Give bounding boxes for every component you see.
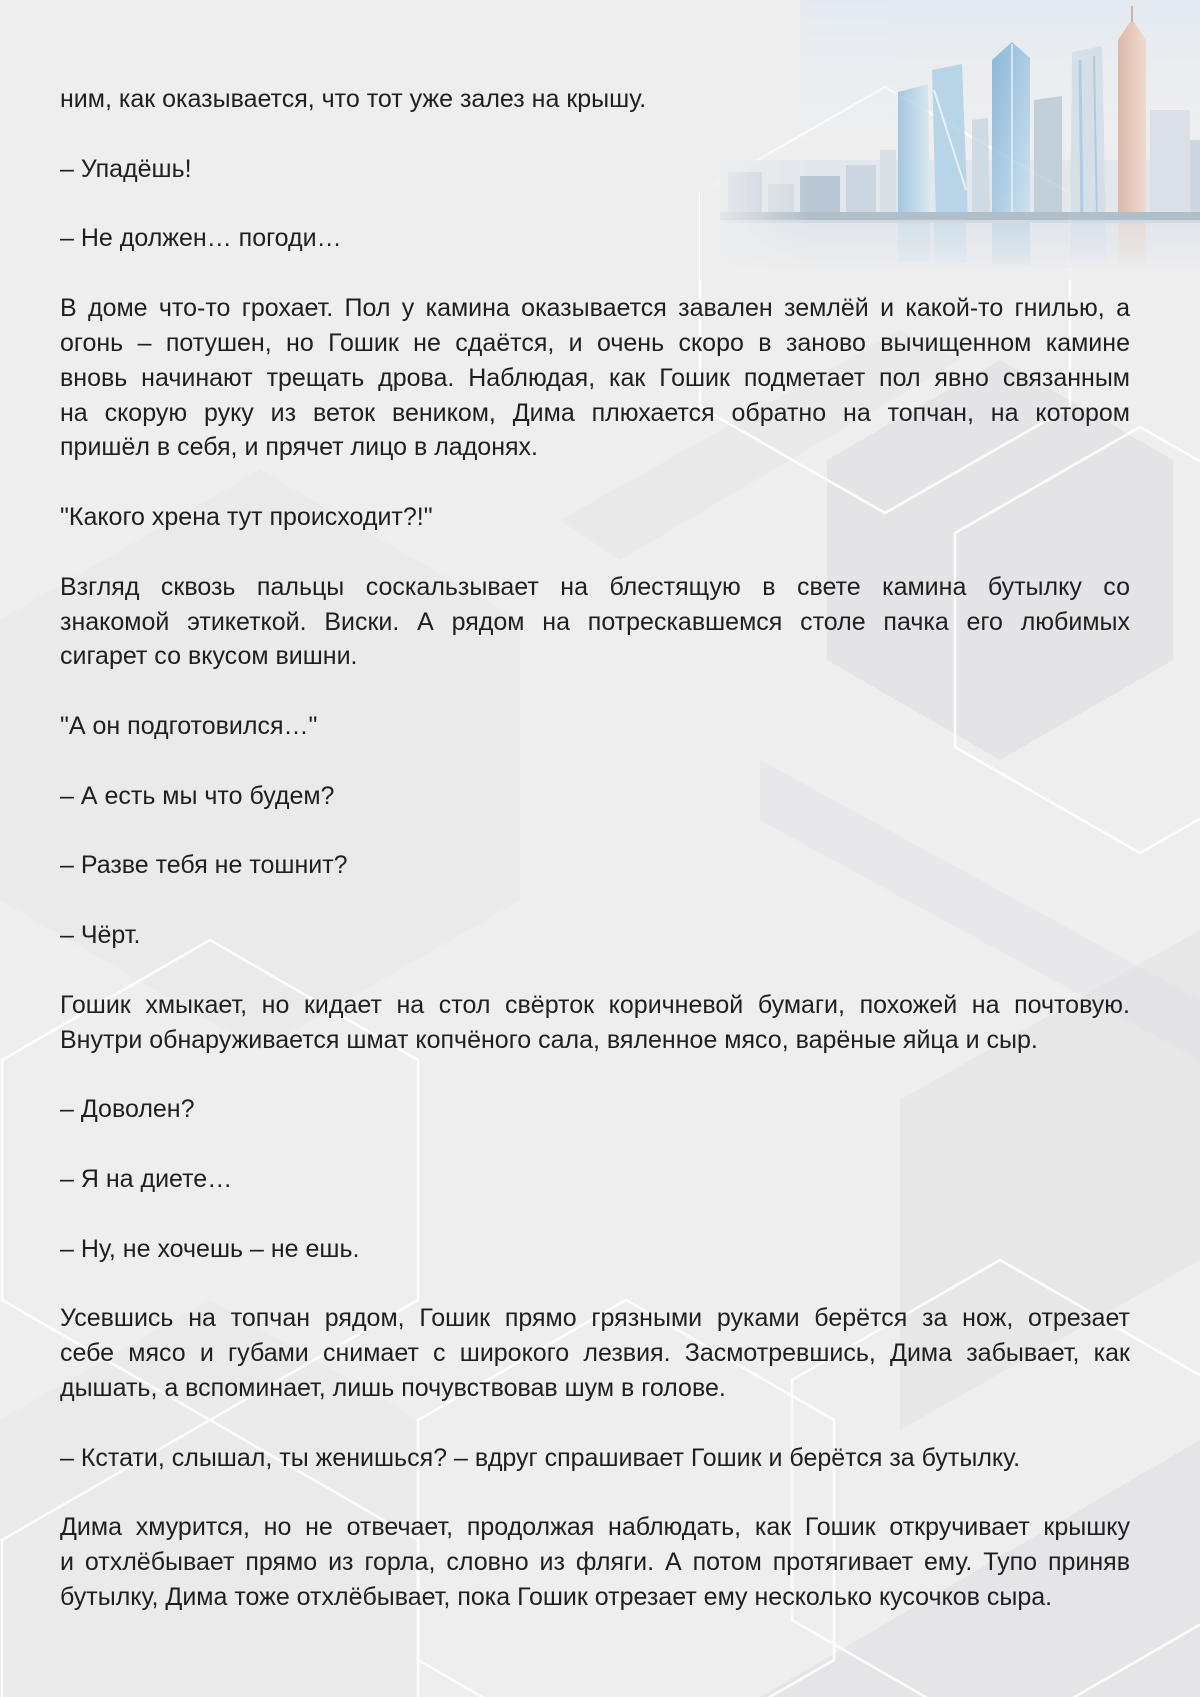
text-line: – Я на диете…: [60, 1164, 233, 1193]
dialogue-paragraph: [60, 918, 1130, 953]
dialogue-paragraph: [60, 779, 1130, 814]
dialogue-paragraph: [60, 221, 1130, 256]
dialogue-paragraph: [60, 1092, 1130, 1127]
dialogue-paragraph: [60, 152, 1130, 187]
dialogue-paragraph: [60, 1232, 1130, 1267]
narration-paragraph: [60, 1301, 1130, 1406]
text-line: сигарет со вкусом вишни.: [60, 642, 358, 671]
narration-paragraph: [60, 82, 1130, 117]
text-line: "А он подготовился…": [60, 712, 318, 741]
dialogue-paragraph: [60, 848, 1130, 883]
text-line: огонь – потушен, но Гошик не сдаётся, и очень скоро в заново вычищенном камине: [60, 328, 1130, 357]
text-line: – Кстати, слышал, ты женишься? – вдруг спрашивает Гошик и берётся за бутылку.: [60, 1443, 1021, 1472]
dialogue-paragraph: [60, 1441, 1130, 1476]
narration-paragraph: [60, 291, 1130, 465]
dialogue-paragraph: [60, 1162, 1130, 1197]
text-line: и отхлёбывает прямо из горла, словно из фляги. А потом протягивает ему. Тупо приняв: [60, 1548, 1130, 1577]
text-line: – Ну, не хочешь – не ешь.: [60, 1234, 360, 1263]
text-line: Усевшись на топчан рядом, Гошик прямо грязными руками берётся за нож, отрезает: [60, 1304, 1130, 1333]
text-line: – Доволен?: [60, 1095, 195, 1124]
text-line: пришёл в себя, и прячет лицо в ладонях.: [60, 433, 538, 462]
narration-paragraph: [60, 570, 1130, 675]
text-line: бутылку, Дима тоже отхлёбывает, пока Гошик отрезает ему несколько кусочков сыра.: [60, 1583, 1053, 1612]
thought-paragraph: [60, 709, 1130, 744]
text-line: вновь начинают трещать дрова. Наблюдая, как Гошик подметает пол явно связанным: [60, 363, 1130, 392]
text-line: себе мясо и губами снимает с широкого лезвия. Засмотревшись, Дима забывает, как: [60, 1339, 1130, 1368]
text-line: знакомой этикеткой. Виски. А рядом на потрескавшемся столе пачка его любимых: [60, 607, 1130, 636]
document-body: [60, 82, 1130, 1650]
text-line: Гошик хмыкает, но кидает на стол свёрток коричневой бумаги, похожей на почтовую.: [60, 990, 1130, 1019]
narration-paragraph: [60, 988, 1130, 1058]
text-line: ним, как оказывается, что тот уже залез на крышу.: [60, 85, 647, 113]
text-line: "Какого хрена тут происходит?!": [60, 503, 433, 532]
text-line: – Упадёшь!: [60, 154, 192, 183]
text-line: дышать, а вспоминает, лишь почувствовав шум в голове.: [60, 1374, 726, 1402]
text-line: Дима хмурится, но не отвечает, продолжая наблюдать, как Гошик откручивает крышку: [60, 1513, 1130, 1542]
thought-paragraph: [60, 500, 1130, 535]
text-line: Взгляд сквозь пальцы соскальзывает на блестящую в свете камина бутылку со: [60, 572, 1130, 601]
text-line: – А есть мы что будем?: [60, 781, 335, 810]
text-line: – Разве тебя не тошнит?: [60, 851, 348, 880]
narration-paragraph: [60, 1510, 1130, 1615]
text-line: Внутри обнаруживается шмат копчёного сала, вяленное мясо, варёные яйца и сыр.: [60, 1025, 1038, 1054]
text-line: В доме что-то грохает. Пол у камина оказывается завален землёй и какой-то гнилью, а: [60, 294, 1130, 323]
text-line: – Чёрт.: [60, 921, 141, 950]
text-line: – Не должен… погоди…: [60, 224, 342, 253]
text-line: на скорую руку из веток веником, Дима плюхается обратно на топчан, на котором: [60, 398, 1130, 427]
